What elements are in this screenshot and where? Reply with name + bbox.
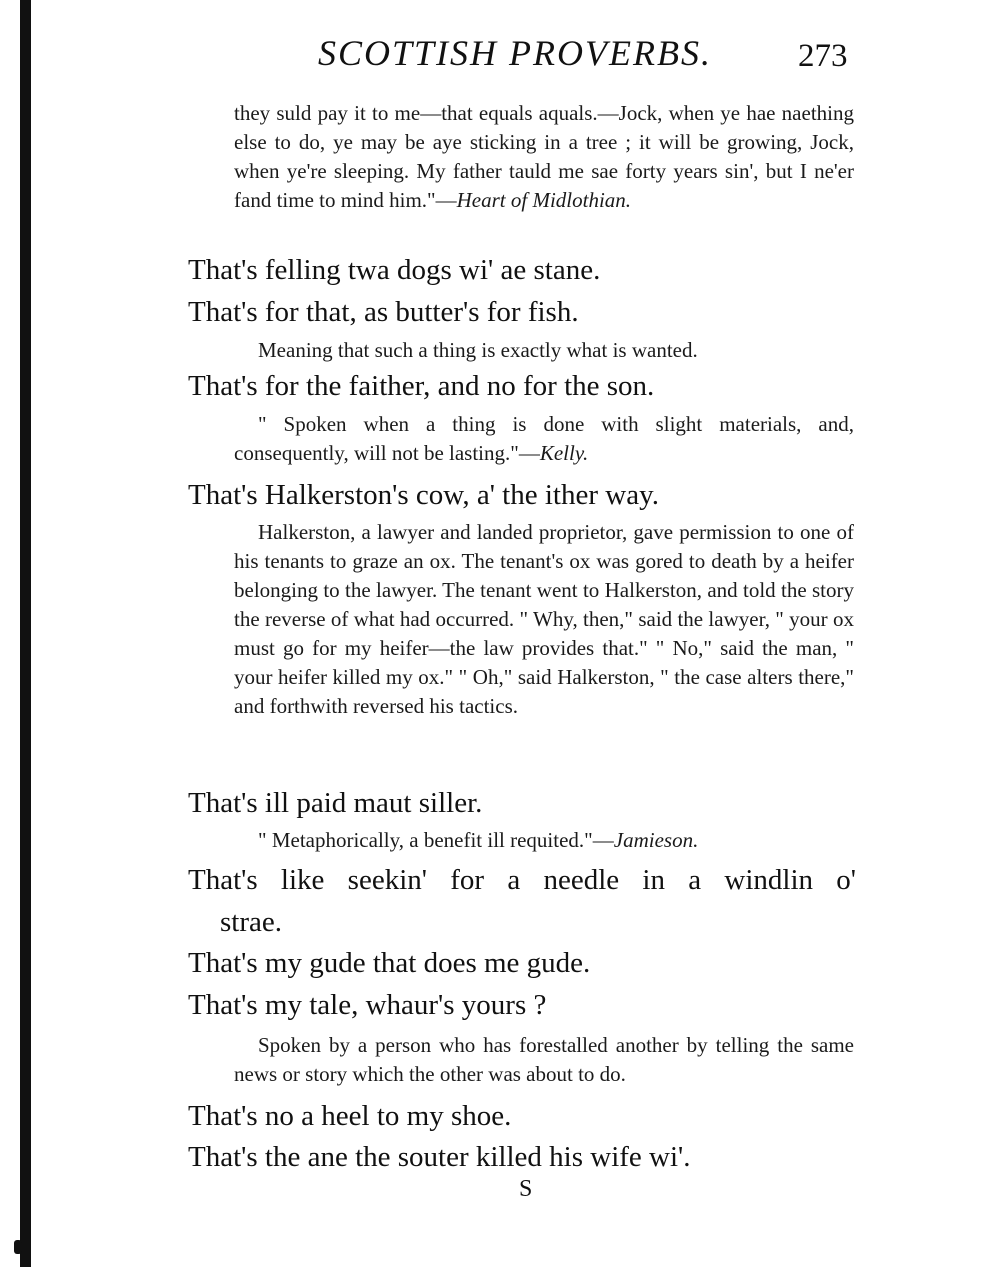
proverb: That's Halkerston's cow, a' the ither way. <box>188 479 659 511</box>
note-source: Kelly. <box>539 441 589 465</box>
binding-edge-notch <box>14 1240 22 1254</box>
binding-edge <box>20 0 31 1267</box>
proverb: That's no a heel to my shoe. <box>188 1100 512 1132</box>
proverb-note: Spoken by a person who has forestalled another by telling the same news or story which the other was about to do. <box>234 1033 854 1086</box>
continued-note <box>234 99 854 215</box>
note-source: Jamieson. <box>613 828 699 852</box>
proverb: That's the ane the souter killed his wife wi'. <box>188 1141 691 1173</box>
note-text: they suld pay it to me—that equals aquals.—Jock, when ye hae naething else to do, ye may be aye sticking in a tree ; it will be growing, Jock, when ye're sleeping. My father tauld me sae forty years sin', but I ne'er fand time to mind him."— <box>234 101 854 212</box>
proverb-line: strae. <box>220 906 282 938</box>
proverb: That's my tale, whaur's yours ? <box>188 989 547 1021</box>
proverb: That's for the faither, and no for the son. <box>188 370 655 402</box>
proverb <box>188 859 856 943</box>
note-text: " Metaphorically, a benefit ill requited."— <box>258 828 614 852</box>
proverb-note: Meaning that such a thing is exactly what is wanted. <box>258 338 698 362</box>
proverb-note: Halkerston, a lawyer and landed proprietor, gave permission to one of his tenants to graze an ox. The tenant's ox was gored to death by a heifer belonging to the lawyer. The tenant went to Halkerston, and told the story the reverse of what had occurred. " Why, then," said the lawyer, " your ox must go for my heifer—the law provides that." " No," said the man, " your heifer killed my ox." " Oh," said Halkerston, " the case alters there," and forthwith reversed his tactics. <box>234 520 854 718</box>
note-source: Heart of Midlothian. <box>456 188 632 212</box>
proverb: That's my gude that does me gude. <box>188 947 591 979</box>
page-number: 273 <box>798 38 848 74</box>
proverb-note <box>234 826 854 855</box>
proverb: That's for that, as butter's for fish. <box>188 296 579 328</box>
proverb: That's ill paid maut siller. <box>188 787 483 819</box>
proverb-note <box>234 410 854 468</box>
running-title: SCOTTISH PROVERBS. <box>318 33 712 73</box>
proverb-line: That's like seekin' for a needle in a windlin o' <box>188 864 856 896</box>
proverb: That's felling twa dogs wi' ae stane. <box>188 254 601 286</box>
signature-mark: S <box>519 1176 533 1202</box>
note-text: " Spoken when a thing is done with slight materials, and, consequently, will not be lasting."— <box>234 412 854 465</box>
